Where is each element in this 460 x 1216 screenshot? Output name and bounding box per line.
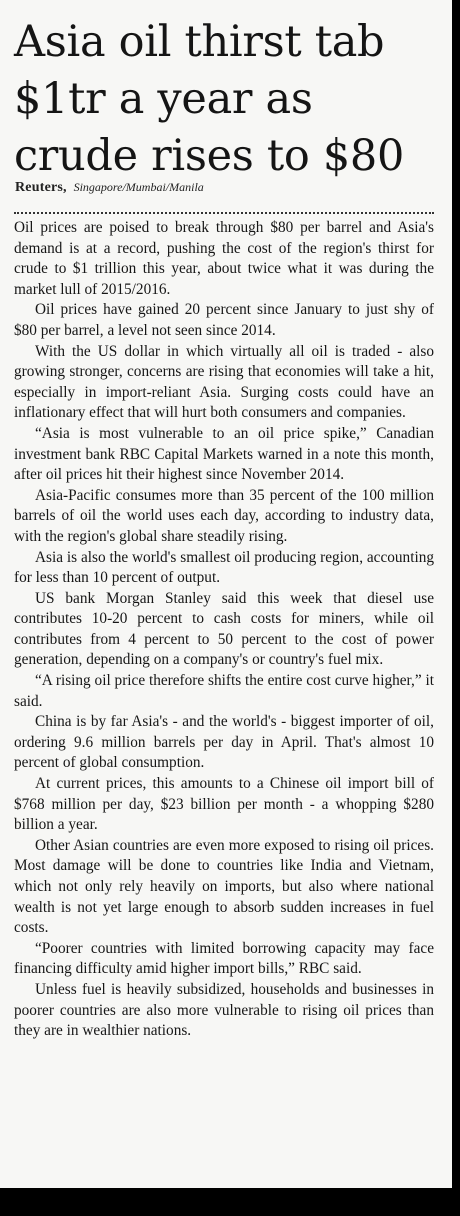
byline-agency: Reuters, bbox=[15, 180, 67, 195]
article-paragraph: At current prices, this amounts to a Chinese oil import bill of $768 million per day, $23 billion per month - a whopping $280 billion a year. bbox=[14, 775, 434, 834]
dotted-divider bbox=[14, 212, 434, 214]
article-paragraph: China is by far Asia's - and the world's - biggest importer of oil, ordering 9.6 million barrels per day in April. That's almost 10 percent of global consumption. bbox=[14, 713, 434, 772]
article-paragraph: Unless fuel is heavily subsidized, households and businesses in poorer countries are also more vulnerable to rising oil prices than they are in wealthier nations. bbox=[14, 980, 434, 1040]
article-paragraph: Oil prices have gained 20 percent since January to just shy of $80 per barrel, a level not seen since 2014. bbox=[14, 301, 434, 339]
article-paragraph: “A rising oil price therefore shifts the entire cost curve higher,” it said. bbox=[14, 672, 434, 710]
article-paragraph: Asia is also the world's smallest oil producing region, accounting for less than 10 percent of output. bbox=[14, 548, 434, 587]
article-body bbox=[14, 218, 434, 1042]
article-paragraph: Oil prices are poised to break through $80 per barrel and Asia's demand is at a record, pushing the cost of the region's thirst for crude to $1 trillion this year, about twice what it was during the market lull of 2015/2016. bbox=[14, 219, 434, 298]
byline-location: Singapore/Mumbai/Manila bbox=[73, 180, 204, 194]
article-paragraph: With the US dollar in which virtually all oil is traded - also growing stronger, concerns are rising that economies will take a hit, especially in import-reliant Asia. Surging costs could have an inflationary effect that will hurt both consumers and companies. bbox=[14, 342, 434, 422]
article-paragraph: Other Asian countries are even more exposed to rising oil prices. Most damage will be done to countries like India and Vietnam, which not only rely heavily on imports, but also where national wealth is not yet large enough to absorb sudden increases in fuel costs. bbox=[14, 836, 434, 937]
article-paragraph: US bank Morgan Stanley said this week that diesel use contributes 10-20 percent to cash costs for miners, while oil contributes from 4 percent to 50 percent to the cost of power generation, depending on a company's or country's fuel mix. bbox=[14, 589, 434, 669]
article-byline bbox=[15, 180, 204, 196]
article-paragraph: “Asia is most vulnerable to an oil price spike,” Canadian investment bank RBC Capital Markets warned in a note this month, after oil prices hit their highest since November 2014. bbox=[14, 424, 434, 484]
article-paragraph: “Poorer countries with limited borrowing capacity may face financing difficulty amid higher import bills,” RBC said. bbox=[14, 939, 434, 978]
article-headline: Asia oil thirst tab $1tr a year as crude rises to $80 bbox=[14, 17, 405, 181]
article-paragraph: Asia-Pacific consumes more than 35 percent of the 100 million barrels of oil the world uses each day, according to industry data, with the region's global share steadily rising. bbox=[14, 486, 434, 545]
